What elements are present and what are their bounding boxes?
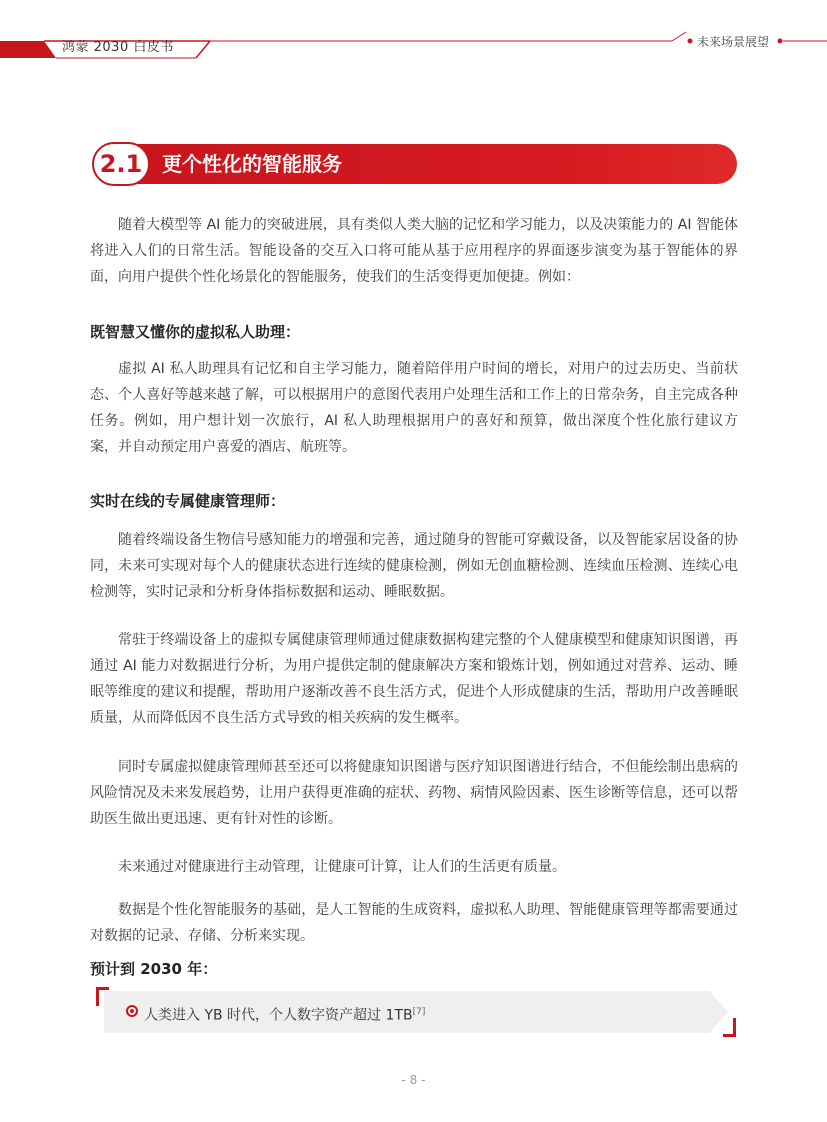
header-red-tab — [0, 41, 56, 58]
header-line-slant — [196, 41, 210, 58]
health-heading: 实时在线的专属健康管理师： — [90, 492, 286, 510]
page-number: - 8 - — [401, 1073, 426, 1087]
health-paragraph-5-block — [90, 897, 738, 949]
health-paragraph: 同时专属虚拟健康管理师甚至还可以将健康知识图谱与医疗知识图谱进行结合，不但能绘制出患病的风险情况及未来发展趋势，让用户获得更准确的症状、药物、病情风险因素、医生诊断等信息，还可以帮助医生做出更迅速、更有针对性的诊断。 — [90, 759, 738, 827]
header-dot-right-icon — [778, 39, 783, 44]
health-paragraph: 常驻于终端设备上的虚拟专属健康管理师通过健康数据构建完整的个人健康模型和健康知识图谱，再通过 AI 能力对数据进行分析，为用户提供定制的健康解决方案和锻炼计划，例如通过对营养、运动、睡眠等维度的建议和提醒，帮助用户逐渐改善不良生活方式，促进个人形成健康的生活，帮助用户改善睡眠质量，从而降低因不良生活方式导致的相关疾病的发生概率。 — [90, 632, 738, 726]
forecast-item-text: 人类进入 YB 时代，个人数字资产超过 1TB — [144, 1007, 413, 1024]
header-line-right-slant — [672, 32, 686, 41]
health-paragraph: 数据是个性化智能服务的基础，是人工智能的生成资料，虚拟私人助理、智能健康管理等都需要通过对数据的记录、存储、分析来实现。 — [90, 902, 738, 944]
bracket-bottom-right-icon — [723, 1018, 736, 1037]
health-paragraph-2-block — [90, 627, 738, 731]
intro-block — [90, 212, 738, 290]
forecast-heading: 预计到 2030 年： — [90, 960, 218, 978]
header-dot-left-icon — [688, 39, 693, 44]
target-bullet-icon — [126, 1005, 138, 1017]
section-number: 2.1 — [92, 142, 150, 186]
assistant-paragraph: 虚拟 AI 私人助理具有记忆和自主学习能力，随着陪伴用户时间的增长，对用户的过去历史、当前状态、个人喜好等越来越了解，可以根据用户的意图代表用户处理生活和工作上的日常杂务，自主完成各种任务。例如，用户想计划一次旅行，AI 私人助理根据用户的喜好和预算，做出深度个性化旅行建议方案，并自动预定用户喜爱的酒店、航班等。 — [90, 361, 738, 455]
health-paragraph-3-block — [90, 754, 738, 832]
forecast-item — [144, 987, 425, 1037]
health-paragraph: 随着终端设备生物信号感知能力的增强和完善，通过随身的智能可穿戴设备，以及智能家居设备的协同，未来可实现对每个人的健康状态进行连续的健康检测，例如无创血糖检测、连续血压检测、连续心电检测等，实时记录和分析身体指标数据和运动、睡眠数据。 — [90, 532, 738, 600]
assistant-block — [90, 356, 738, 460]
page-header — [0, 0, 827, 70]
forecast-citation: [7] — [412, 1007, 426, 1017]
bracket-top-left-icon — [96, 987, 109, 1006]
header-section-name: 未来场景展望 — [696, 35, 769, 49]
assistant-heading: 既智慧又懂你的虚拟私人助理： — [90, 323, 301, 341]
health-paragraph-4-block — [90, 854, 738, 880]
health-paragraph: 未来通过对健康进行主动管理，让健康可计算，让人们的生活更有质量。 — [118, 859, 566, 875]
intro-paragraph: 随着大模型等 AI 能力的突破进展，具有类似人类大脑的记忆和学习能力，以及决策能力的 AI 智能体将进入人们的日常生活。智能设备的交互入口将可能从基于应用程序的界面逐步演变为基于智能体的界面，向用户提供个性化场景化的智能服务，使我们的生活变得更加便捷。例如： — [90, 217, 738, 285]
section-banner — [92, 142, 737, 186]
assistant-heading-block — [90, 321, 738, 342]
health-paragraph-1-block — [90, 527, 738, 605]
forecast-callout — [96, 987, 736, 1037]
health-heading-block — [90, 490, 738, 511]
section-title: 更个性化的智能服务 — [162, 152, 342, 176]
document-title: 鸿蒙 2030 白皮书 — [62, 40, 174, 55]
